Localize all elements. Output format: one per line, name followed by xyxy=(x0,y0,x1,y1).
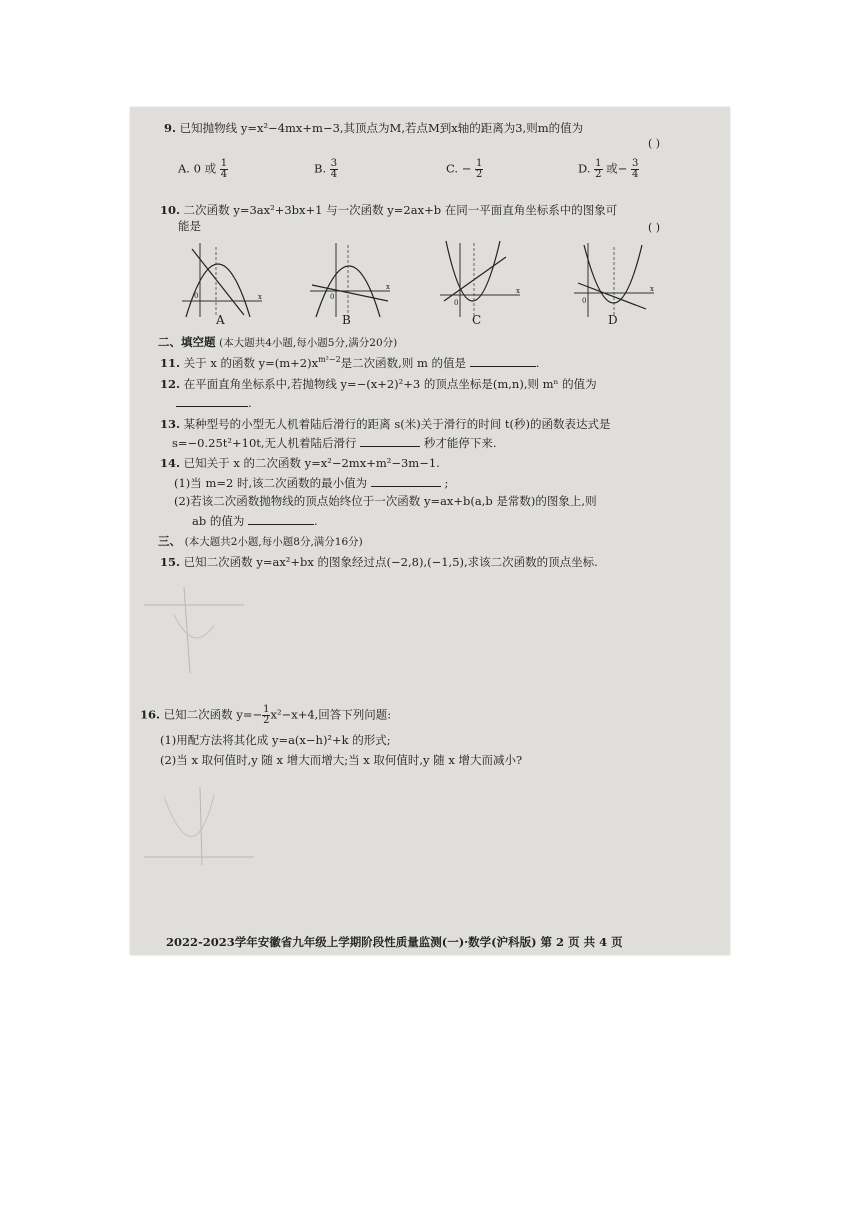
q10-line1 xyxy=(160,203,617,218)
q11-answer-blank[interactable] xyxy=(470,355,536,367)
q9-option-a-prefix: A. 0 或 xyxy=(178,161,217,176)
q14-sub1-end: ; xyxy=(444,476,449,490)
q9-bracket: ( ) xyxy=(648,137,661,150)
show-through-sketch-2 xyxy=(144,787,264,867)
q14-sub2-text: (2)若该二次函数抛物线的顶点始终位于一次函数 y=ax+b(a,b 是常数)的图象上,则 xyxy=(174,494,597,508)
q15-line xyxy=(160,555,598,570)
svg-text:x: x xyxy=(516,287,520,295)
exam-page xyxy=(130,107,730,955)
q12-line xyxy=(160,377,597,392)
q9-line xyxy=(164,121,583,136)
q9-option-a xyxy=(178,159,228,180)
section3-header xyxy=(158,534,363,550)
frac-den: 4 xyxy=(330,169,338,180)
q9-option-c-prefix: C. − xyxy=(446,161,472,176)
graph-b xyxy=(306,239,392,319)
svg-text:x: x xyxy=(386,283,390,291)
q10-number: 10. xyxy=(160,203,181,217)
q16-sub2: (2)当 x 取何值时,y 随 x 增大而增大;当 x 取何值时,y 随 x 增大而减小? xyxy=(160,753,523,767)
frac-num: 1 xyxy=(595,158,602,169)
q9-option-c-frac xyxy=(475,159,483,180)
q9-option-a-frac xyxy=(220,159,228,180)
q12-answer-blank[interactable] xyxy=(176,395,248,407)
graph-a xyxy=(178,239,264,319)
q9-option-d-frac2 xyxy=(631,159,639,180)
q11-line xyxy=(160,355,539,371)
q14-sub2-line2 xyxy=(192,513,318,529)
q13-text-line2a: s=−0.25t²+10t,无人机着陆后滑行 xyxy=(172,436,357,450)
q10-text-line2: 能是 xyxy=(178,219,201,233)
q14-sub1-blank[interactable] xyxy=(371,475,441,487)
q9-text: 已知抛物线 y=x²−4mx+m−3,其顶点为M,若点M到x轴的距离为3,则m的值为 xyxy=(179,121,584,135)
q9-option-b-prefix: B. xyxy=(314,161,327,176)
page-footer: 2022-2023学年安徽省九年级上学期阶段性质量监测(一)·数学(沪科版) 第 2 页 共 4 页 xyxy=(166,935,623,949)
frac-den: 2 xyxy=(476,169,483,180)
q12-number: 12. xyxy=(160,377,181,391)
q14-sub1 xyxy=(174,475,448,491)
graph-b-label: B xyxy=(342,313,351,327)
q10-bracket: ( ) xyxy=(648,221,661,234)
graph-c-label: C xyxy=(472,313,482,327)
show-through-sketch-1 xyxy=(144,585,254,675)
q13-answer-blank[interactable] xyxy=(360,435,420,447)
q14-text: 已知关于 x 的二次函数 y=x²−2mx+m²−3m−1. xyxy=(183,456,440,470)
frac-den: 2 xyxy=(595,169,602,180)
frac-den: 4 xyxy=(220,169,228,180)
graph-c xyxy=(436,239,522,319)
q11-exponent: m²−2 xyxy=(318,355,341,365)
q16-text-b: x²−x+4,回答下列问题: xyxy=(270,707,392,722)
q13-text-line2b: 秒才能停下来. xyxy=(423,436,497,450)
q13-text-line1: 某种型号的小型无人机着陆后滑行的距离 s(米)关于滑行的时间 t(秒)的函数表达式是 xyxy=(183,417,611,431)
q11-number: 11. xyxy=(160,356,181,370)
svg-text:x: x xyxy=(258,293,262,301)
section2-heading: 二、填空题 xyxy=(158,335,216,349)
frac-num: 1 xyxy=(220,158,228,169)
section2-header xyxy=(158,335,397,351)
svg-text:0: 0 xyxy=(194,292,199,300)
q13-line2 xyxy=(172,435,497,451)
frac-num: 3 xyxy=(631,158,639,169)
q12-text: 在平面直角坐标系中,若抛物线 y=−(x+2)²+3 的顶点坐标是(m,n),则 mⁿ 的值为 xyxy=(183,377,597,391)
q9-option-b-frac xyxy=(330,159,338,180)
q14-number: 14. xyxy=(160,456,181,470)
q14-line xyxy=(160,456,440,471)
q9-option-c xyxy=(446,159,483,180)
graph-d xyxy=(570,239,656,319)
q9-option-d-prefix: D. xyxy=(578,161,591,176)
q16-sub1: (1)用配方法将其化成 y=a(x−h)²+k 的形式; xyxy=(160,733,391,747)
q11-end: . xyxy=(535,356,540,370)
svg-text:0: 0 xyxy=(454,299,459,307)
q14-sub2-end: . xyxy=(314,514,318,528)
section3-note: (本大题共2小题,每小题8分,满分16分) xyxy=(184,536,363,548)
q16-number: 16. xyxy=(140,707,161,722)
q13-number: 13. xyxy=(160,417,181,431)
frac-num: 3 xyxy=(330,158,338,169)
q9-option-d-frac1 xyxy=(594,159,602,180)
frac-den: 4 xyxy=(631,169,639,180)
q9-option-d xyxy=(578,159,639,180)
graph-d-label: D xyxy=(608,313,618,327)
section2-note: (本大题共4小题,每小题5分,满分20分) xyxy=(219,337,398,349)
section3-heading: 三、 xyxy=(158,534,181,548)
q14-sub1-text: (1)当 m=2 时,该二次函数的最小值为 xyxy=(174,476,368,490)
q15-number: 15. xyxy=(160,555,181,569)
frac-num: 1 xyxy=(476,158,483,169)
q12-line2 xyxy=(176,395,252,411)
svg-text:x: x xyxy=(650,285,654,293)
q11-text-a: 关于 x 的函数 y=(m+2)x xyxy=(183,356,319,370)
q9-option-d-mid: 或− xyxy=(606,161,628,176)
frac-den: 2 xyxy=(263,715,270,726)
q15-text: 已知二次函数 y=ax²+bx 的图象经过点(−2,8),(−1,5),求该二次函数的顶点坐标. xyxy=(183,555,598,569)
q14-sub2-text-b: ab 的值为 xyxy=(192,514,245,528)
svg-text:0: 0 xyxy=(582,297,587,305)
q12-end: . xyxy=(248,396,252,410)
frac-num: 1 xyxy=(263,704,270,715)
svg-text:0: 0 xyxy=(330,293,335,301)
q9-number: 9. xyxy=(164,121,177,135)
graph-a-label: A xyxy=(216,313,225,327)
q9-option-b xyxy=(314,159,338,180)
q11-text-b: 是二次函数,则 m 的值是 xyxy=(340,356,467,370)
q13-line1 xyxy=(160,417,610,432)
q16-text-a: 已知二次函数 y=− xyxy=(163,707,263,722)
q10-text-line1: 二次函数 y=3ax²+3bx+1 与一次函数 y=2ax+b 在同一平面直角坐标系中的图象可 xyxy=(183,203,618,217)
q14-sub2-blank[interactable] xyxy=(248,513,314,525)
q16-line xyxy=(140,705,391,726)
